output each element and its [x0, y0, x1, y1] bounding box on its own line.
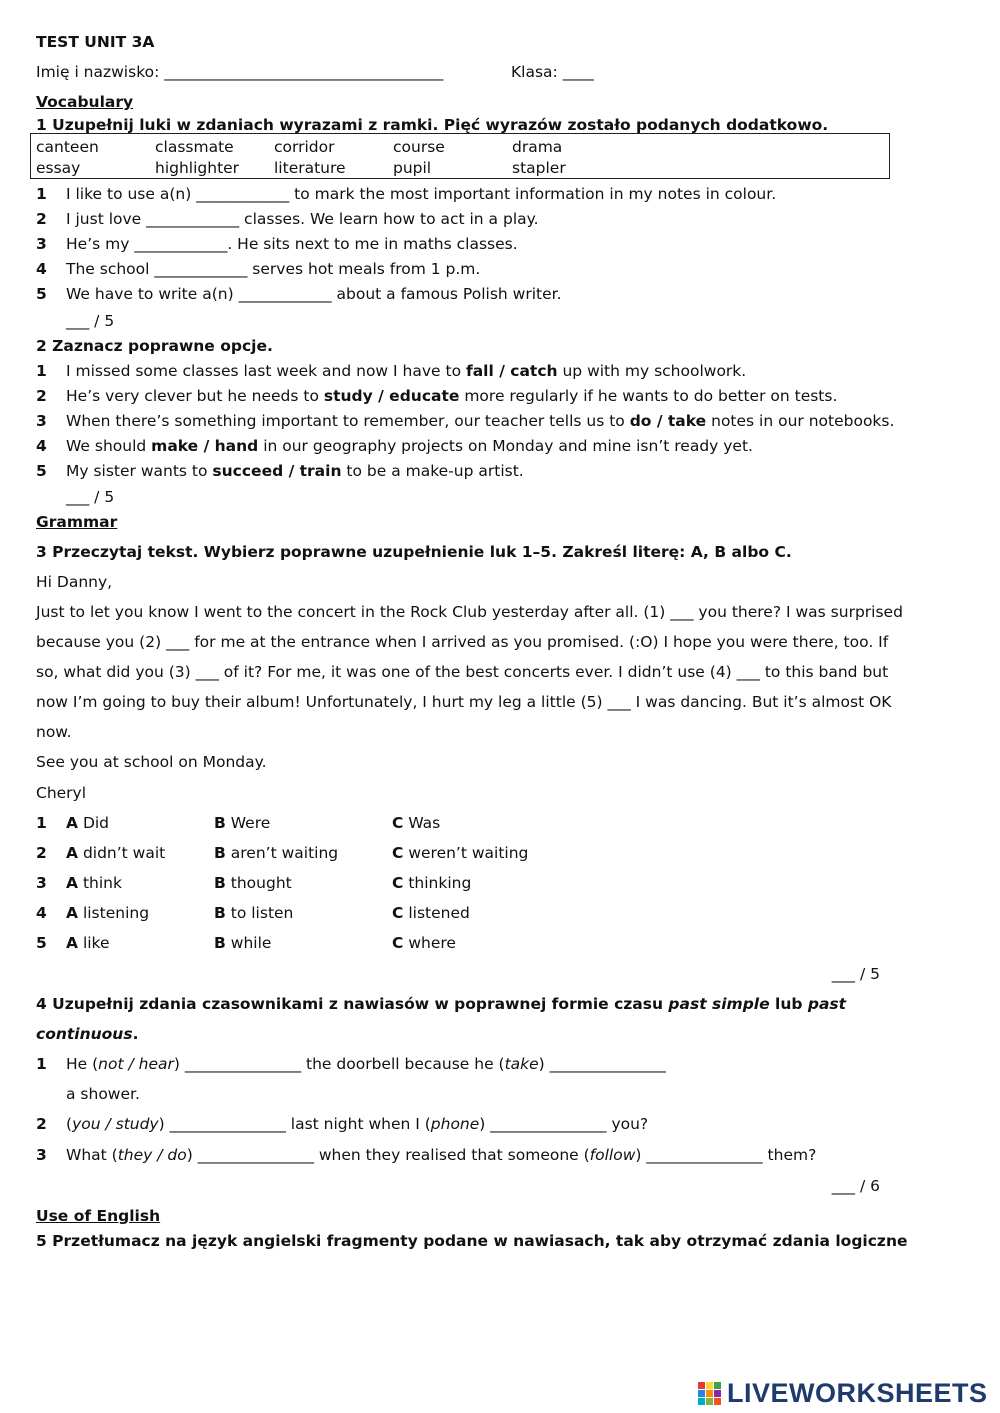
option-b[interactable]: B thought	[214, 874, 292, 892]
letter-line: now I’m going to buy their album! Unfortunately, I hurt my leg a little (5) ___ I was dancing. But it’s almost OK	[36, 693, 892, 711]
option-c[interactable]: C listened	[392, 904, 470, 922]
section-heading-vocabulary: Vocabulary	[36, 93, 134, 111]
word-box-item: literature	[274, 159, 346, 177]
logo-square	[714, 1382, 721, 1389]
task2-item: He’s very clever but he needs to study / educate more regularly if he wants to do better on tests.	[66, 387, 838, 405]
logo-square	[698, 1390, 705, 1397]
letter-signature: Cheryl	[36, 784, 87, 802]
option-b[interactable]: B Were	[214, 814, 271, 832]
word-box	[30, 133, 890, 179]
option-a[interactable]: A didn’t wait	[66, 844, 166, 862]
task4-item-continuation: a shower.	[66, 1085, 140, 1103]
task4-instruction: 4 Uzupełnij zdania czasownikami z nawiasów w poprawnej formie czasu past simple lub past	[36, 995, 847, 1013]
task4-item-number: 3	[36, 1146, 47, 1164]
word-box-item: drama	[512, 138, 563, 156]
task3-instruction: 3 Przeczytaj tekst. Wybierz poprawne uzupełnienie luk 1–5. Zakreśl literę: A, B albo C.	[36, 543, 792, 561]
option-b[interactable]: B aren’t waiting	[214, 844, 339, 862]
word-box-item: classmate	[155, 138, 234, 156]
task2-item: We should make / hand in our geography projects on Monday and mine isn’t ready yet.	[66, 437, 753, 455]
option-c[interactable]: C weren’t waiting	[392, 844, 529, 862]
option-b[interactable]: B to listen	[214, 904, 294, 922]
task4-item: He (not / hear) _______________ the doorbell because he (take) _______________	[66, 1055, 666, 1073]
task1-item-number: 2	[36, 210, 47, 228]
word-box-item: stapler	[512, 159, 566, 177]
task3-score: ___ / 5	[831, 965, 880, 983]
option-c[interactable]: C Was	[392, 814, 441, 832]
task2-item: I missed some classes last week and now I have to fall / catch up with my schoolwork.	[66, 362, 747, 380]
task1-item-number: 1	[36, 185, 47, 203]
option-a[interactable]: A like	[66, 934, 110, 952]
option-a[interactable]: A listening	[66, 904, 150, 922]
task1-item: He’s my ____________. He sits next to me in maths classes.	[66, 235, 518, 253]
task1-item-number: 3	[36, 235, 47, 253]
logo-text: LIVEWORKSHEETS	[727, 1377, 988, 1408]
choice-options[interactable]: fall / catch	[465, 362, 558, 380]
section-heading-grammar: Grammar	[36, 513, 118, 531]
letter-line: so, what did you (3) ___ of it? For me, it was one of the best concerts ever. I didn’t use (4) ___ to this band but	[36, 663, 889, 681]
task2-item-number: 1	[36, 362, 47, 380]
logo-square	[698, 1398, 705, 1405]
option-b[interactable]: B while	[214, 934, 272, 952]
task4-score: ___ / 6	[831, 1177, 880, 1195]
choice-options[interactable]: succeed / train	[212, 462, 342, 480]
choice-options[interactable]: make / hand	[151, 437, 259, 455]
letter-greeting: Hi Danny,	[36, 573, 113, 591]
option-a[interactable]: A think	[66, 874, 122, 892]
choice-options[interactable]: study / educate	[323, 387, 460, 405]
letter-line: now.	[36, 723, 72, 741]
task2-instruction: 2 Zaznacz poprawne opcje.	[36, 337, 273, 355]
option-row-number: 5	[36, 934, 47, 952]
letter-line: because you (2) ___ for me at the entrance when I arrived as you promised. (:O) I hope you were there, too. If	[36, 633, 889, 651]
task1-item: We have to write a(n) ____________ about a famous Polish writer.	[66, 285, 562, 303]
name-field-label: Imię i nazwisko: ____________________________________	[36, 63, 444, 81]
page-title: TEST UNIT 3A	[36, 33, 155, 51]
task2-item-number: 2	[36, 387, 47, 405]
logo-square	[706, 1398, 713, 1405]
logo-square	[706, 1382, 713, 1389]
task4-item: (you / study) _______________ last night when I (phone) _______________ you?	[66, 1115, 649, 1133]
task1-item: I like to use a(n) ____________ to mark the most important information in my notes in colour.	[66, 185, 777, 203]
task4-item: What (they / do) _______________ when they realised that someone (follow) _______________ them?	[66, 1146, 817, 1164]
word-box-item: highlighter	[155, 159, 240, 177]
section-heading-use-of-english: Use of English	[36, 1207, 161, 1225]
option-row-number: 1	[36, 814, 47, 832]
task4-item-number: 1	[36, 1055, 47, 1073]
logo-square	[714, 1398, 721, 1405]
task2-item: My sister wants to succeed / train to be a make-up artist.	[66, 462, 524, 480]
task2-item: When there’s something important to remember, our teacher tells us to do / take notes in our notebooks.	[66, 412, 895, 430]
word-box-item: corridor	[274, 138, 335, 156]
logo-square	[714, 1390, 721, 1397]
task1-item: The school ____________ serves hot meals from 1 p.m.	[66, 260, 481, 278]
word-box-item: course	[393, 138, 445, 156]
logo-grid-icon	[698, 1382, 721, 1405]
liveworksheets-logo	[698, 1378, 988, 1408]
task1-item-number: 4	[36, 260, 47, 278]
option-a[interactable]: A Did	[66, 814, 110, 832]
task1-instruction: 1 Uzupełnij luki w zdaniach wyrazami z ramki. Pięć wyrazów zostało podanych dodatkowo.	[36, 116, 829, 134]
task4-item-number: 2	[36, 1115, 47, 1133]
option-row-number: 4	[36, 904, 47, 922]
word-box-item: essay	[36, 159, 81, 177]
class-field-label: Klasa: ____	[511, 63, 594, 81]
option-row-number: 3	[36, 874, 47, 892]
letter-closing: See you at school on Monday.	[36, 753, 267, 771]
task1-score: ___ / 5	[66, 312, 115, 330]
task2-item-number: 4	[36, 437, 47, 455]
option-row-number: 2	[36, 844, 47, 862]
option-c[interactable]: C thinking	[392, 874, 472, 892]
task1-item-number: 5	[36, 285, 47, 303]
word-box-item: canteen	[36, 138, 99, 156]
task2-item-number: 5	[36, 462, 47, 480]
task5-instruction: 5 Przetłumacz na język angielski fragmenty podane w nawiasach, tak aby otrzymać zdania logiczne	[36, 1232, 908, 1250]
letter-line: Just to let you know I went to the concert in the Rock Club yesterday after all. (1) ___ you there? I was surprised	[36, 603, 903, 621]
choice-options[interactable]: do / take	[629, 412, 707, 430]
logo-square	[706, 1390, 713, 1397]
option-c[interactable]: C where	[392, 934, 456, 952]
task2-score: ___ / 5	[66, 488, 115, 506]
logo-square	[698, 1382, 705, 1389]
task4-instruction-line2: continuous.	[36, 1025, 139, 1043]
task2-item-number: 3	[36, 412, 47, 430]
word-box-item: pupil	[393, 159, 432, 177]
task1-item: I just love ____________ classes. We learn how to act in a play.	[66, 210, 539, 228]
